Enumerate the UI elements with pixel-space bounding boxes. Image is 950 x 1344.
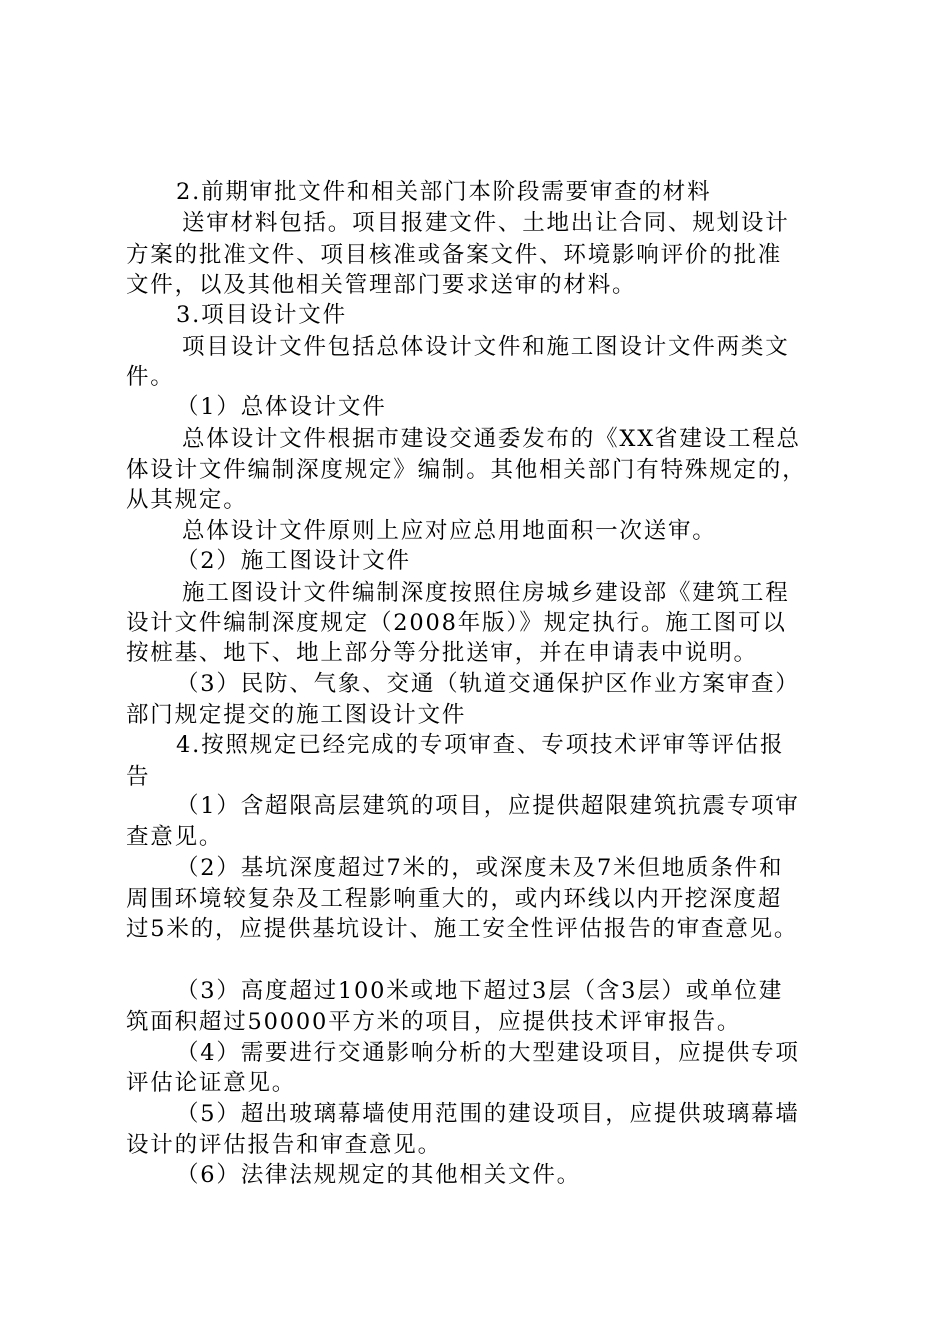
paragraph-line: 设计文件编制深度规定（2008年版）》规定执行。施工图可以 xyxy=(126,610,787,636)
subheading-2: （2）施工图设计文件 xyxy=(176,548,411,574)
paragraph-line: 文件，以及其他相关管理部门要求送审的材料。 xyxy=(126,272,637,298)
heading-4: 4.按照规定已经完成的专项审查、专项技术评审等评估报 xyxy=(176,732,785,758)
paragraph-line: 评估论证意见。 xyxy=(126,1070,297,1096)
paragraph-line: 项目设计文件包括总体设计文件和施工图设计文件两类文 xyxy=(182,334,790,360)
paragraph-line: 送审材料包括。项目报建文件、土地出让合同、规划设计 xyxy=(182,210,790,236)
heading-3: 3.项目设计文件 xyxy=(176,302,347,328)
list-item-1: （1）含超限高层建筑的项目，应提供超限建筑抗震专项审 xyxy=(176,793,800,819)
list-item-6: （6）法律法规规定的其他相关文件。 xyxy=(176,1162,581,1188)
paragraph-line: 总体设计文件根据市建设交通委发布的《XX省建设工程总 xyxy=(182,426,801,452)
paragraph-line: 过5米的，应提供基坑设计、施工安全性评估报告的审查意见。 xyxy=(126,916,799,942)
paragraph-line: 方案的批准文件、项目核准或备案文件、环境影响评价的批准 xyxy=(126,242,783,268)
paragraph-line: 从其规定。 xyxy=(126,487,248,513)
paragraph-line: 周围环境较复杂及工程影响重大的，或内环线以内开挖深度超 xyxy=(126,886,783,912)
paragraph-line: 查意见。 xyxy=(126,824,224,850)
paragraph-line: 体设计文件编制深度规定》编制。其他相关部门有特殊规定的， xyxy=(126,457,807,483)
paragraph-line: 部门规定提交的施工图设计文件 xyxy=(126,702,467,728)
paragraph-line: 件。 xyxy=(126,364,175,390)
list-item-5: （5）超出玻璃幕墙使用范围的建设项目，应提供玻璃幕墙 xyxy=(176,1101,800,1127)
paragraph-line: 告 xyxy=(126,764,151,790)
list-item-4: （4）需要进行交通影响分析的大型建设项目，应提供专项 xyxy=(176,1040,800,1066)
list-item-3: （3）高度超过100米或地下超过3层（含3层）或单位建 xyxy=(176,978,783,1004)
paragraph-line: 总体设计文件原则上应对应总用地面积一次送审。 xyxy=(182,518,717,544)
subheading-3: （3）民防、气象、交通（轨道交通保护区作业方案审查） xyxy=(176,671,800,697)
paragraph-line: 设计的评估报告和审查意见。 xyxy=(126,1132,442,1158)
heading-2: 2.前期审批文件和相关部门本阶段需要审查的材料 xyxy=(176,179,712,205)
paragraph-line: 按桩基、地下、地上部分等分批送审，并在申请表中说明。 xyxy=(126,640,758,666)
paragraph-line: 施工图设计文件编制深度按照住房城乡建设部《建筑工程 xyxy=(182,580,790,606)
subheading-1: （1）总体设计文件 xyxy=(176,394,387,420)
paragraph-line: 筑面积超过50000平方米的项目，应提供技术评审报告。 xyxy=(126,1009,742,1035)
list-item-2: （2）基坑深度超过7米的，或深度未及7米但地质条件和 xyxy=(176,855,784,881)
